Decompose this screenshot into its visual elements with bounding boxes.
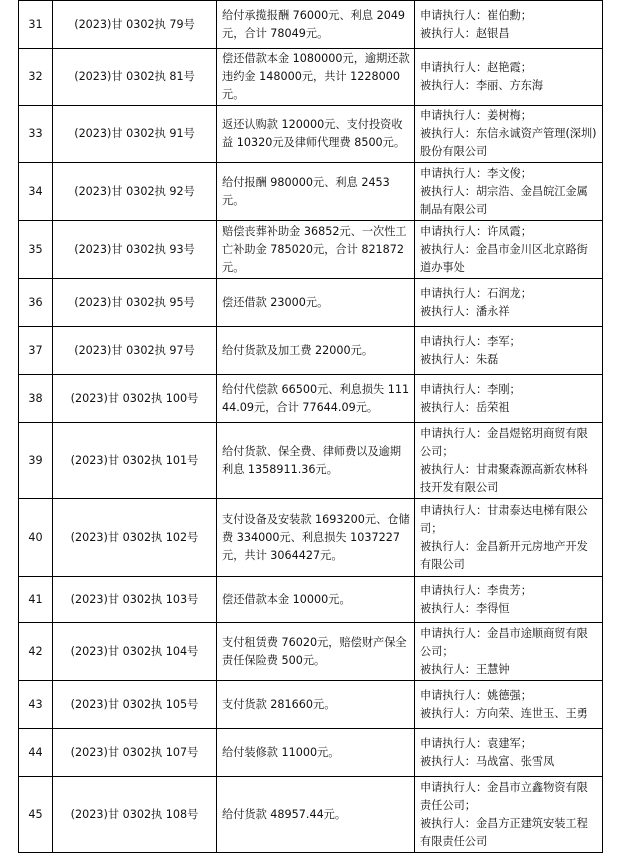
case-number: (2023)甘 0302执 103号 <box>53 577 217 623</box>
table-row <box>19 577 603 623</box>
enforcement-content: 支付设备及安装款 1693200元、仓储费 334000元、利息损失 1037227元，共计 3064427元。 <box>217 499 415 577</box>
table-row <box>19 163 603 221</box>
applicant: 申请执行人：甘肃泰达电梯有限公司； <box>420 503 588 535</box>
enforcement-content: 支付租赁费 76020元，赔偿财产保全责任保险费 500元。 <box>217 623 415 681</box>
table-row <box>19 729 603 777</box>
enforcement-content: 给付承揽报酬 76000元、利息 2049元，合计 78049元。 <box>217 1 415 49</box>
enforcement-content: 偿还借款 23000元。 <box>217 279 415 327</box>
enforcement-content: 给付报酬 980000元、利息 2453元。 <box>217 163 415 221</box>
enforcement-content: 偿还借款本金 1080000元，逾期还款违约金 148000元，共计 1228000元。 <box>217 49 415 106</box>
table-row <box>19 375 603 423</box>
row-number: 31 <box>19 1 53 49</box>
case-number: (2023)甘 0302执 102号 <box>53 499 217 577</box>
row-number: 35 <box>19 221 53 279</box>
parties <box>415 327 603 375</box>
enforcement-content: 给付装修款 11000元。 <box>217 729 415 777</box>
row-number: 41 <box>19 577 53 623</box>
row-number: 39 <box>19 423 53 499</box>
enforcement-content: 给付货款 48957.44元。 <box>217 777 415 853</box>
respondent: 被执行人：岳荣祖 <box>420 400 510 414</box>
enforcement-case-table <box>18 0 603 853</box>
parties <box>415 729 603 777</box>
table-row <box>19 106 603 163</box>
case-number: (2023)甘 0302执 104号 <box>53 623 217 681</box>
respondent: 被执行人：胡宗浩、金昌皖江金属制品有限公司 <box>420 184 588 216</box>
parties <box>415 1 603 49</box>
applicant: 申请执行人：金昌煜铭玥商贸有限公司； <box>420 426 588 458</box>
case-number: (2023)甘 0302执 101号 <box>53 423 217 499</box>
case-number: (2023)甘 0302执 97号 <box>53 327 217 375</box>
parties <box>415 623 603 681</box>
applicant: 申请执行人：李刚； <box>420 382 521 396</box>
table-row <box>19 499 603 577</box>
table-row <box>19 1 603 49</box>
case-number: (2023)甘 0302执 108号 <box>53 777 217 853</box>
applicant: 申请执行人：金昌市立鑫物资有限责任公司； <box>420 780 588 812</box>
case-number: (2023)甘 0302执 105号 <box>53 681 217 729</box>
parties <box>415 375 603 423</box>
respondent: 被执行人：朱磊 <box>420 352 499 366</box>
table-row <box>19 221 603 279</box>
parties <box>415 681 603 729</box>
row-number: 43 <box>19 681 53 729</box>
row-number: 37 <box>19 327 53 375</box>
applicant: 申请执行人：李军； <box>420 334 521 348</box>
applicant: 申请执行人：石润龙； <box>420 286 532 300</box>
enforcement-content: 偿还借款本金 10000元。 <box>217 577 415 623</box>
case-number: (2023)甘 0302执 95号 <box>53 279 217 327</box>
row-number: 34 <box>19 163 53 221</box>
respondent: 被执行人：潘永祥 <box>420 304 510 318</box>
row-number: 38 <box>19 375 53 423</box>
case-number: (2023)甘 0302执 100号 <box>53 375 217 423</box>
row-number: 36 <box>19 279 53 327</box>
table-row <box>19 423 603 499</box>
row-number: 32 <box>19 49 53 106</box>
applicant: 申请执行人：姜树梅； <box>420 109 532 122</box>
enforcement-content: 返还认购款 120000元、支付投资收益 10320元及律师代理费 8500元。 <box>217 106 415 163</box>
enforcement-content: 给付货款、保全费、律师费以及逾期利息 1358911.36元。 <box>217 423 415 499</box>
respondent: 被执行人：马战富、张雪凤 <box>420 754 555 768</box>
respondent: 被执行人：东信永诚资产管理(深圳)股份有限公司 <box>420 127 597 158</box>
table-row <box>19 327 603 375</box>
parties <box>415 163 603 221</box>
table-row <box>19 279 603 327</box>
parties <box>415 777 603 853</box>
respondent: 被执行人：金昌方正建筑安装工程有限责任公司 <box>420 816 588 848</box>
table-row <box>19 681 603 729</box>
applicant: 申请执行人：李贵芳； <box>420 583 532 597</box>
respondent: 被执行人：金昌市金川区北京路街道办事处 <box>420 242 588 274</box>
enforcement-content: 支付货款 281660元。 <box>217 681 415 729</box>
applicant: 申请执行人：崔伯勳； <box>420 8 532 22</box>
table-row <box>19 777 603 853</box>
applicant: 申请执行人：李文俊； <box>420 166 532 180</box>
respondent: 被执行人：王慧钟 <box>420 662 510 676</box>
parties <box>415 49 603 106</box>
parties <box>415 221 603 279</box>
enforcement-content: 赔偿丧葬补助金 36852元、一次性工亡补助金 785020元，合计 821872元。 <box>217 221 415 279</box>
applicant: 申请执行人：金昌市途顺商贸有限公司； <box>420 626 588 658</box>
row-number: 40 <box>19 499 53 577</box>
case-number: (2023)甘 0302执 93号 <box>53 221 217 279</box>
case-number: (2023)甘 0302执 107号 <box>53 729 217 777</box>
row-number: 45 <box>19 777 53 853</box>
respondent: 被执行人：方向荣、连世玉、王勇 <box>420 706 588 720</box>
row-number: 42 <box>19 623 53 681</box>
parties <box>415 577 603 623</box>
table-row <box>19 623 603 681</box>
respondent: 被执行人：李丽、方东海 <box>420 79 544 92</box>
respondent: 被执行人：甘肃聚森源高新农林科技开发有限公司 <box>420 462 588 494</box>
parties <box>415 279 603 327</box>
table-row <box>19 49 603 106</box>
applicant: 申请执行人：姚德强； <box>420 688 532 702</box>
case-number: (2023)甘 0302执 91号 <box>53 106 217 163</box>
enforcement-content: 给付货款及加工费 22000元。 <box>217 327 415 375</box>
respondent: 被执行人：金昌新开元房地产开发有限公司 <box>420 539 588 571</box>
parties <box>415 423 603 499</box>
applicant: 申请执行人：袁建军； <box>420 736 532 750</box>
enforcement-content: 给付代偿款 66500元、利息损失 11144.09元，合计 77644.09元。 <box>217 375 415 423</box>
respondent: 被执行人：李得恒 <box>420 601 510 615</box>
case-number: (2023)甘 0302执 79号 <box>53 1 217 49</box>
respondent: 被执行人：赵银昌 <box>420 26 510 40</box>
parties <box>415 499 603 577</box>
case-number: (2023)甘 0302执 92号 <box>53 163 217 221</box>
case-number: (2023)甘 0302执 81号 <box>53 49 217 106</box>
row-number: 33 <box>19 106 53 163</box>
row-number: 44 <box>19 729 53 777</box>
applicant: 申请执行人：许凤霞； <box>420 224 532 238</box>
applicant: 申请执行人：赵艳霞； <box>420 61 532 74</box>
parties <box>415 106 603 163</box>
